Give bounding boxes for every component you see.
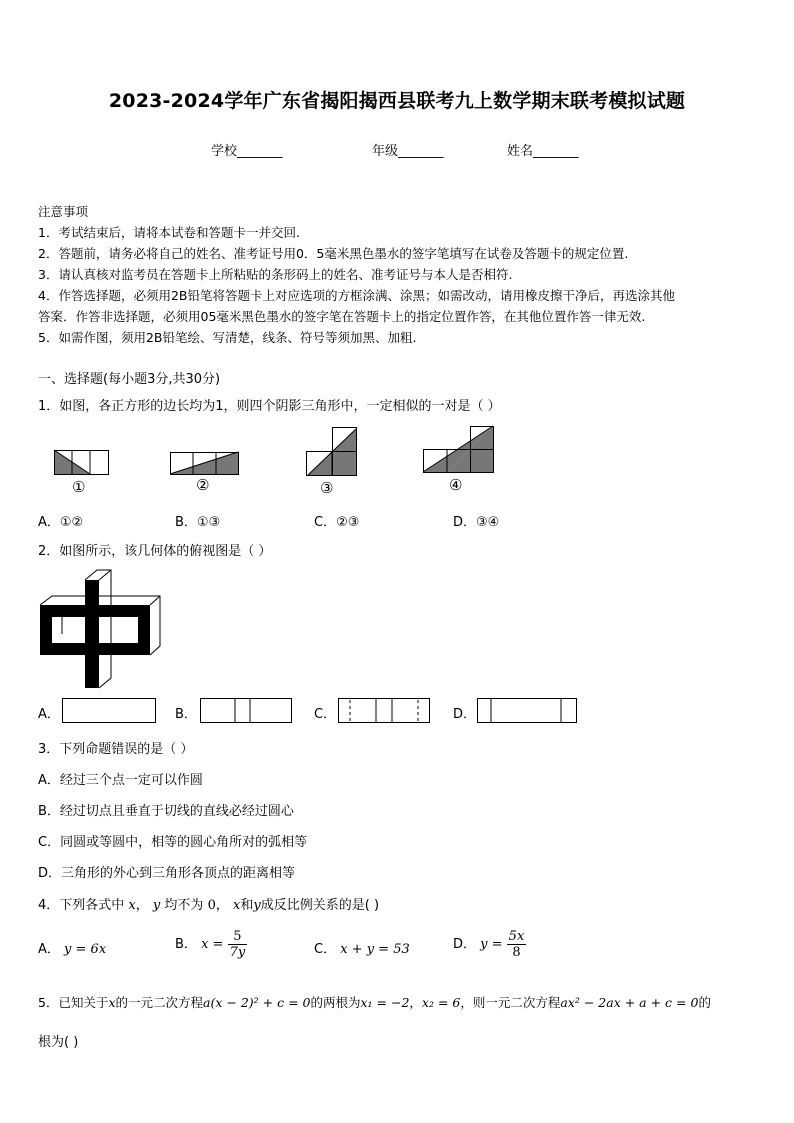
q4-option-a-expr: y = 6x [64,942,107,957]
q2-option-a-figure[interactable] [62,698,157,724]
q1-fig-label: ④ [449,476,463,494]
notes-heading: 注意事项 [38,204,89,219]
q1-figure-2 [170,452,240,476]
q2-option-b-letter[interactable]: B． [175,707,197,722]
q1-fig-label: ① [72,478,86,496]
q2-solid-figure [38,568,162,690]
q2-option-b-figure[interactable] [200,698,293,724]
q3-option-c[interactable]: C．同圆或等圆中，相等的圆心角所对的弧相等 [38,835,308,850]
name-field[interactable]: 姓名_______ [507,144,579,159]
school-field[interactable]: 学校_______ [211,144,283,159]
q1-option-b[interactable]: B．①③ [175,515,221,530]
q2-option-d-letter[interactable]: D． [453,707,477,722]
question-5-stem: 5．已知关于x的一元二次方程a(x − 2)² + c = 0的两根为x₁ = −2，x₂ = 6，则一元二次方程ax² − 2ax + a + c = 0的 [38,995,711,1010]
q3-option-b[interactable]: B．经过切点且垂直于切线的直线必经过圆心 [38,804,294,819]
note-item: 2．答题前，请务必将自己的姓名、准考证号用0．5毫米黑色墨水的签字笔填写在试卷及答题卡的规定位置. [38,246,629,261]
q3-option-a[interactable]: A．经过三个点一定可以作圆 [38,773,203,788]
question-1-stem: 1．如图，各正方形的边长均为1，则四个阴影三角形中，一定相似的一对是（ ） [38,399,501,414]
q1-option-d[interactable]: D．③④ [453,515,500,530]
question-5-line2: 根为( ) [38,1035,79,1050]
grade-field[interactable]: 年级_______ [372,144,444,159]
q4-option-b[interactable]: B． x = $\frac{5}{7y}$ [175,929,246,960]
q4-option-c-expr: x + y = 53 [340,942,410,957]
q3-option-d[interactable]: D．三角形的外心到三角形各顶点的距离相等 [38,866,296,881]
q5-root-2: x₂ = 6 [421,995,461,1010]
q2-option-c-letter[interactable]: C． [314,707,337,722]
q1-option-a[interactable]: A．①② [38,515,84,530]
q1-fig-label: ③ [320,479,334,497]
q1-figure-1 [54,450,110,476]
q5-equation-1: a(x − 2)² + c = 0 [203,995,311,1010]
q5-equation-2: ax² − 2ax + a + c = 0 [560,995,699,1010]
q2-option-d-figure[interactable] [477,698,578,724]
note-item: 答案．作答非选择题，必须用05毫米黑色墨水的签字笔在答题卡上的指定位置作答，在其他位置作答一律无效. [38,309,646,324]
question-3-stem: 3．下列命题错误的是（ ） [38,742,194,757]
q4-option-d-fraction: $\frac{5x}{8}$ [508,929,525,960]
section-heading: 一、选择题(每小题3分,共30分) [38,372,221,387]
q4-option-b-fraction: $\frac{5}{7y}$ [229,929,246,960]
q2-option-a-letter[interactable]: A． [38,707,60,722]
q4-option-c[interactable]: C． x + y = 53 [314,942,410,957]
page-title: 2023-2024学年广东省揭阳揭西县联考九上数学期末联考模拟试题 [108,90,686,112]
note-item: 1．考试结束后，请将本试卷和答题卡一并交回. [38,225,300,240]
note-item: 3．请认真核对监考员在答题卡上所粘贴的条形码上的姓名、准考证号与本人是否相符. [38,267,513,282]
q4-option-d[interactable]: D． y = $\frac{5x}{8}$ [453,929,525,960]
q1-fig-label: ② [196,476,210,494]
q1-figure-4 [423,426,495,474]
q2-option-c-figure[interactable] [338,698,431,724]
note-item: 4．作答选择题，必须用2B铅笔将答题卡上对应选项的方框涂满、涂黑；如需改动，请用橡皮擦干净后，再选涂其他 [38,288,675,303]
notes-block [38,201,675,348]
q1-option-c[interactable]: C．②③ [314,515,360,530]
question-2-stem: 2．如图所示，该几何体的俯视图是（ ） [38,544,272,559]
question-4-stem: 4．下列各式中 x， y 均不为 0， x和y成反比例关系的是( ) [38,898,380,913]
note-item: 5．如需作图，须用2B铅笔绘、写清楚，线条、符号等须加黑、加粗. [38,330,417,345]
q5-root-1: x₁ = −2 [360,995,410,1010]
q4-option-a[interactable]: A． y = 6x [38,942,107,957]
q1-figure-3 [306,427,358,477]
